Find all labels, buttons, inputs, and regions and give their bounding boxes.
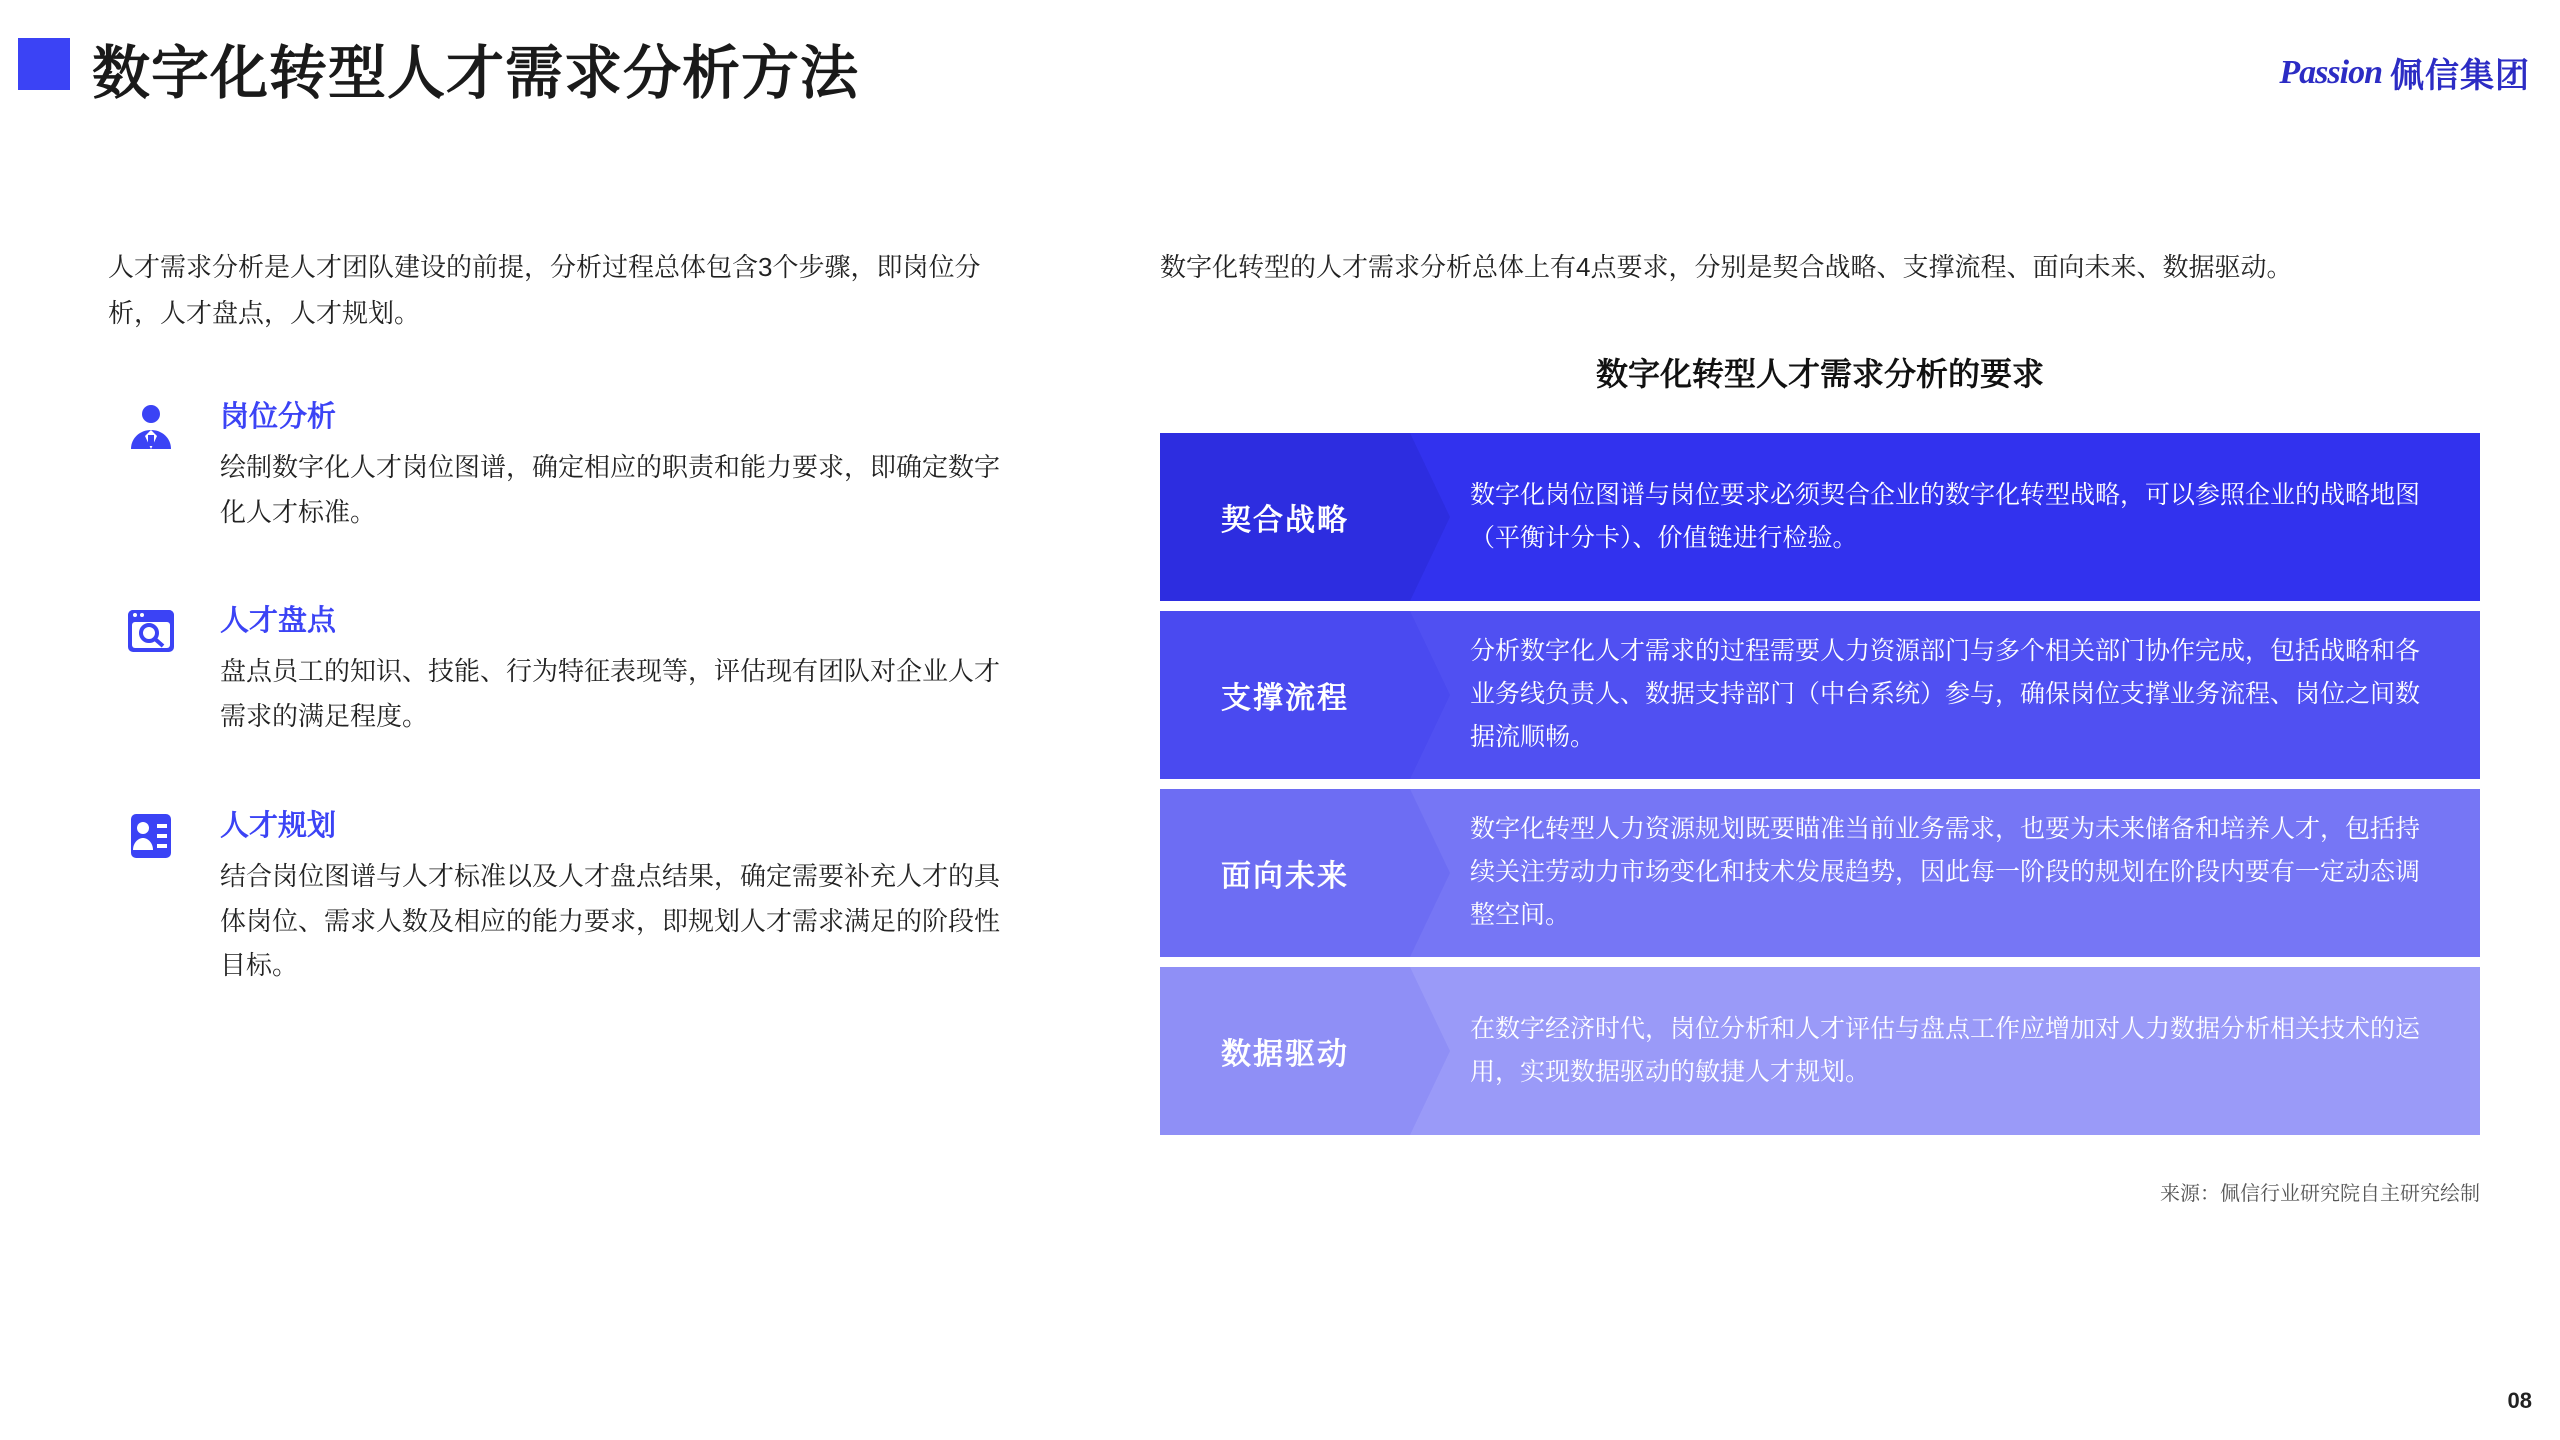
feature-body: 绘制数字化人才岗位图谱，确定相应的职责和能力要求，即确定数字化人才标准。: [220, 452, 1001, 527]
table-row: [1160, 967, 2480, 1135]
row-body-cell: [1410, 433, 2480, 601]
table-row: [1160, 433, 2480, 601]
feature-heading: 岗位分析: [220, 401, 337, 433]
row-label: 支撑流程: [1221, 681, 1349, 715]
row-label-cell: [1160, 611, 1410, 779]
page-title: 数字化转型人才需求分析方法: [92, 41, 860, 106]
row-label-cell: [1160, 967, 1410, 1135]
feature-body: 盘点员工的知识、技能、行为特征表现等，评估现有团队对企业人才需求的满足程度。: [220, 656, 1001, 732]
person-plan-icon: [122, 807, 180, 865]
row-label-cell: [1160, 433, 1410, 601]
title-accent-bar: [18, 38, 70, 90]
row-body-cell: [1410, 789, 2480, 957]
left-lead-text: 人才需求分析是人才团队建设的前提，分析过程总体包含3个步骤，即岗位分析，人才盘点，人才规划。: [108, 252, 981, 328]
slide-header: [0, 0, 2560, 150]
feature-item-talent-planning: [108, 803, 1008, 988]
row-label: 面向未来: [1221, 859, 1349, 893]
row-body: 数字化转型人力资源规划既要瞄准当前业务需求，也要为未来储备和培养人才，包括持续关注劳动力市场变化和技术发展趋势，因此每一阶段的规划在阶段内要有一定动态调整空间。: [1470, 815, 2421, 929]
row-body: 分析数字化人才需求的过程需要人力资源部门与多个相关部门协作完成，包括战略和各业务线负责人、数据支持部门（中台系统）参与，确保岗位支撑业务流程、岗位之间数据流顺畅。: [1470, 637, 2421, 751]
brand-script-label: Passion: [2279, 53, 2382, 91]
left-column: [108, 245, 1008, 1052]
magnifier-window-icon: [122, 602, 180, 660]
table-row: [1160, 611, 2480, 779]
table-row: [1160, 789, 2480, 957]
person-badge-icon: [122, 398, 180, 456]
feature-list: [108, 394, 1008, 988]
row-body: 数字化岗位图谱与岗位要求必须契合企业的数字化转型战略，可以参照企业的战略地图（平衡计分卡）、价值链进行检验。: [1470, 480, 2421, 552]
row-label: 数据驱动: [1221, 1037, 1349, 1071]
feature-item-talent-inventory: [108, 598, 1008, 738]
row-body-cell: [1410, 611, 2480, 779]
feature-heading: 人才盘点: [220, 605, 337, 638]
brand-cn-label: 佩信集团: [2390, 57, 2530, 95]
requirements-table-title: 数字化转型人才需求分析的要求: [1595, 355, 2044, 392]
brand-logo: [2279, 48, 2530, 97]
requirements-table: [1160, 433, 2480, 1135]
row-body: 在数字经济时代，岗位分析和人才评估与盘点工作应增加对人力数据分析相关技术的运用，实现数据驱动的敏捷人才规划。: [1470, 1014, 2421, 1086]
row-label: 契合战略: [1221, 503, 1349, 537]
row-label-cell: [1160, 789, 1410, 957]
feature-heading: 人才规划: [220, 809, 337, 842]
row-body-cell: [1410, 967, 2480, 1135]
feature-item-job-analysis: [108, 394, 1008, 534]
feature-body: 结合岗位图谱与人才标准以及人才盘点结果，确定需要补充人才的具体岗位、需求人数及相应的能力要求，即规划人才需求满足的阶段性目标。: [220, 860, 1001, 981]
right-lead-text: 数字化转型的人才需求分析总体上有4点要求，分别是契合战略、支撑流程、面向未来、数据驱动。: [1160, 252, 2293, 282]
source-note: 来源：佩信行业研究院自主研究绘制: [2160, 1182, 2480, 1205]
right-column: [1160, 245, 2480, 1206]
page-number: 08: [2507, 1388, 2532, 1413]
